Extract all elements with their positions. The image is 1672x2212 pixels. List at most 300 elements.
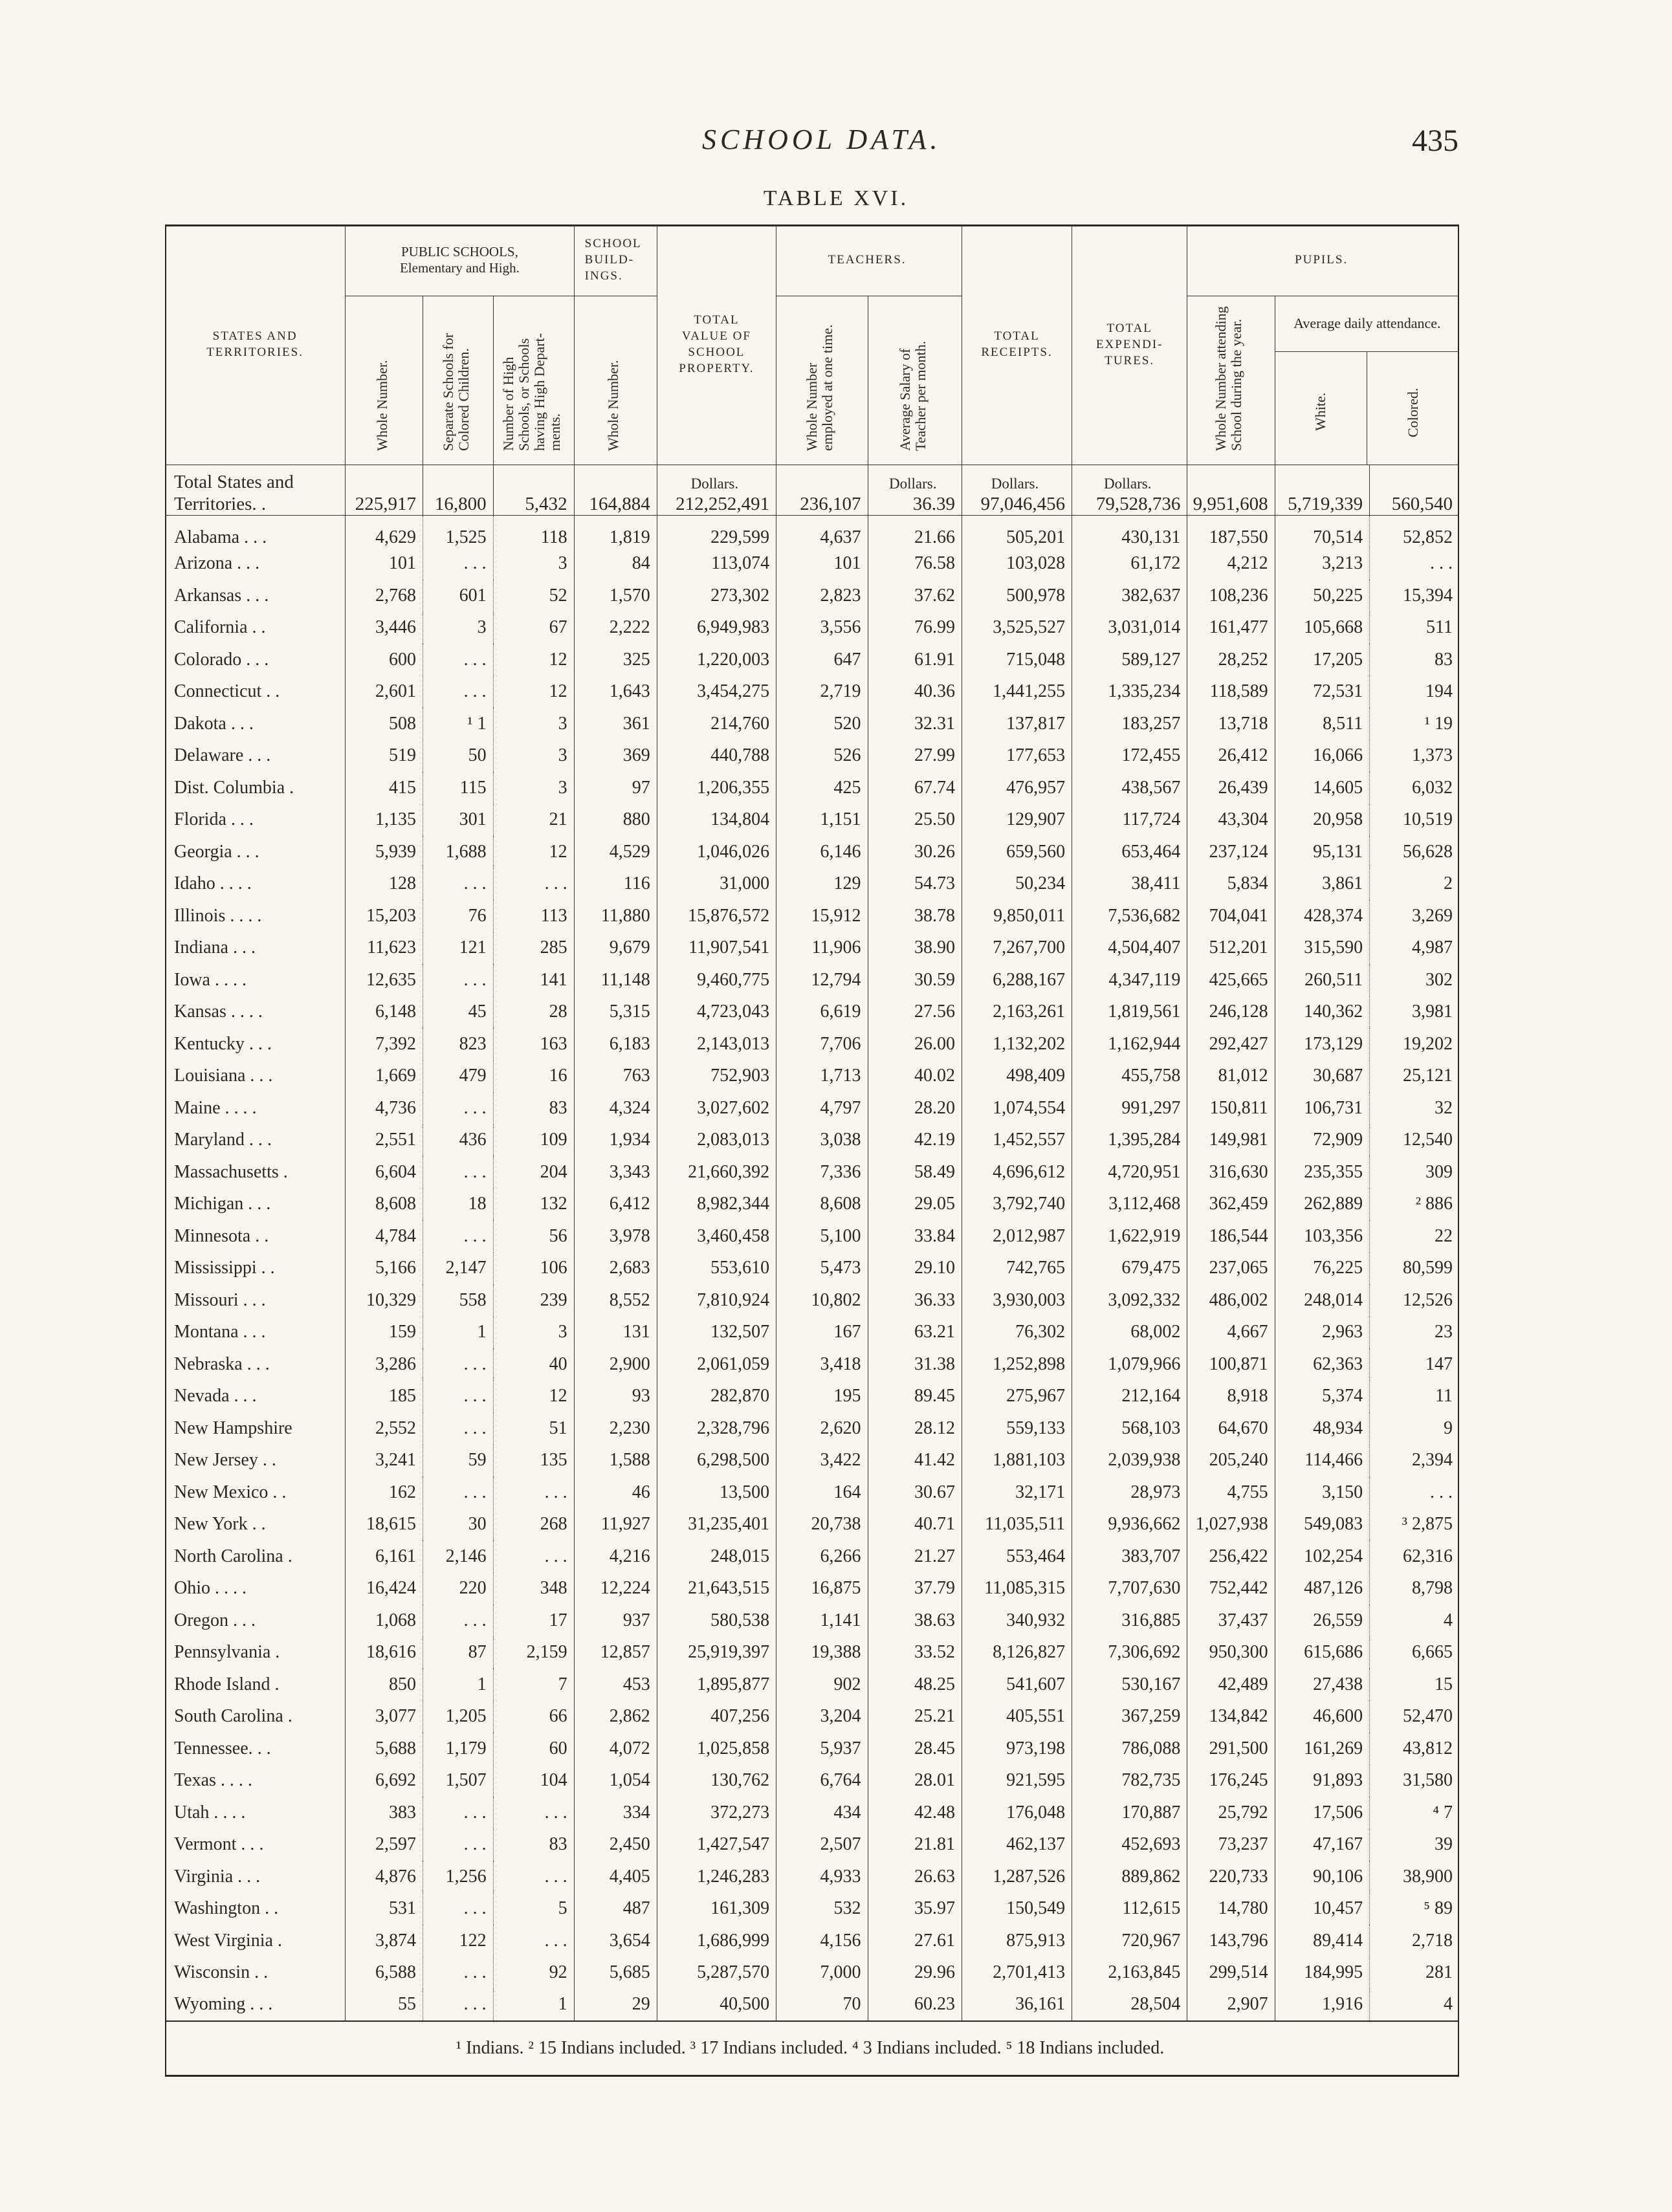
- table-cell: 1,713: [776, 1060, 868, 1093]
- running-head: SCHOOL DATA.: [702, 124, 941, 155]
- table-cell: 12,635: [346, 964, 423, 996]
- table-cell: 453: [574, 1669, 657, 1701]
- table-cell: . . .: [423, 1156, 494, 1188]
- table-row: [165, 1381, 1459, 1413]
- table-cell: 1,686,999: [657, 1925, 776, 1957]
- table-cell: 51: [493, 1412, 574, 1445]
- table-cell: 40,500: [657, 1989, 776, 2021]
- table-cell: 7,336: [776, 1156, 868, 1188]
- table-cell: 229,599: [657, 515, 776, 548]
- totals-cell: 236,107: [776, 465, 868, 515]
- table-cell: 112,615: [1072, 1893, 1187, 1925]
- table-cell: 14,780: [1187, 1893, 1275, 1925]
- table-cell: 2,507: [776, 1829, 868, 1861]
- table-cell: 90,106: [1275, 1861, 1370, 1893]
- table-cell: 679,475: [1072, 1253, 1187, 1285]
- table-row: [165, 580, 1459, 612]
- table-cell: . . .: [423, 1797, 494, 1829]
- table-cell: 1,246,283: [657, 1861, 776, 1893]
- table-cell: 1,643: [574, 676, 657, 708]
- table-row: [165, 1797, 1459, 1829]
- table-cell: 28,252: [1187, 644, 1275, 676]
- table-cell: 40: [493, 1348, 574, 1381]
- state-name: New Mexico . .: [174, 1482, 287, 1502]
- table-cell: 162: [346, 1476, 423, 1509]
- table-cell: 1: [493, 1989, 574, 2021]
- state-name: Missouri . . .: [174, 1289, 266, 1310]
- state-name: Utah . . . .: [174, 1802, 246, 1823]
- table-cell: 54.73: [868, 868, 962, 901]
- table-cell: 558: [423, 1284, 494, 1317]
- table-cell: 763: [574, 1060, 657, 1093]
- table-cell: 25,792: [1187, 1797, 1275, 1829]
- table-cell: 15,876,572: [657, 900, 776, 932]
- table-cell: 28.45: [868, 1733, 962, 1765]
- totals-cell: 16,800: [423, 465, 494, 515]
- table-cell: 6,588: [346, 1957, 423, 1989]
- table-cell: 195: [776, 1381, 868, 1413]
- table-cell: 37.79: [868, 1573, 962, 1605]
- table-cell: 220,733: [1187, 1861, 1275, 1893]
- table-cell: 301: [423, 804, 494, 837]
- table-cell: 476,957: [962, 772, 1072, 804]
- table-cell: 5,685: [574, 1957, 657, 1989]
- table-cell: 292,427: [1187, 1028, 1275, 1060]
- table-cell: 12,540: [1370, 1124, 1459, 1157]
- table-cell: 4,324: [574, 1092, 657, 1124]
- table-cell: 21.66: [868, 515, 962, 548]
- table-cell: 742,765: [962, 1253, 1072, 1285]
- table-cell: 415: [346, 772, 423, 804]
- table-cell: 2,163,845: [1072, 1957, 1187, 1989]
- table-cell: . . .: [423, 1348, 494, 1381]
- table-row: [165, 740, 1459, 772]
- table-cell: 407,256: [657, 1701, 776, 1733]
- table-cell: 309: [1370, 1156, 1459, 1188]
- table-cell: . . .: [493, 868, 574, 901]
- table-cell: 505,201: [962, 515, 1072, 548]
- table-cell: 11: [1370, 1381, 1459, 1413]
- table-cell: 132,507: [657, 1317, 776, 1349]
- table-cell: 29: [574, 1989, 657, 2021]
- table-cell: 12: [493, 836, 574, 868]
- table-cell: 1,669: [346, 1060, 423, 1093]
- table-cell: 40.71: [868, 1509, 962, 1541]
- table-cell: 6,032: [1370, 772, 1459, 804]
- table-cell: 6,692: [346, 1765, 423, 1797]
- table-cell: . . .: [423, 964, 494, 996]
- table-cell: 31,235,401: [657, 1509, 776, 1541]
- table-cell: 20,958: [1275, 804, 1370, 837]
- table-cell: 47,167: [1275, 1829, 1370, 1861]
- table-cell: 37,437: [1187, 1604, 1275, 1637]
- table-cell: 2,159: [493, 1637, 574, 1669]
- state-name: Iowa . . . .: [174, 969, 247, 990]
- table-cell: 4,212: [1187, 548, 1275, 580]
- table-cell: 281: [1370, 1957, 1459, 1989]
- table-cell: 185: [346, 1381, 423, 1413]
- table-cell: 52,852: [1370, 515, 1459, 548]
- totals-cell: 5,719,339: [1275, 465, 1370, 515]
- footnotes: ¹ Indians. ² 15 Indians included. ³ 17 Indians included. ⁴ 3 Indians included. ⁵ 18 Indians included.: [165, 2021, 1459, 2075]
- table-cell: . . .: [423, 868, 494, 901]
- table-cell: 3,150: [1275, 1476, 1370, 1509]
- table-cell: 103,356: [1275, 1220, 1370, 1253]
- table-cell: 167: [776, 1317, 868, 1349]
- table-cell: 3,460,458: [657, 1220, 776, 1253]
- table-cell: 316,630: [1187, 1156, 1275, 1188]
- table-cell: 73,237: [1187, 1829, 1275, 1861]
- table-cell: 204: [493, 1156, 574, 1188]
- table-cell: 6,665: [1370, 1637, 1459, 1669]
- table-cell: 46: [574, 1476, 657, 1509]
- state-name: Vermont . . .: [174, 1834, 264, 1855]
- table-cell: . . .: [423, 1092, 494, 1124]
- table-cell: 27.56: [868, 996, 962, 1029]
- table-cell: 1,054: [574, 1765, 657, 1797]
- table-cell: 194: [1370, 676, 1459, 708]
- table-cell: 140,362: [1275, 996, 1370, 1029]
- table-cell: 84: [574, 548, 657, 580]
- table-cell: 150,549: [962, 1893, 1072, 1925]
- table-cell: ⁵ 89: [1370, 1893, 1459, 1925]
- table-cell: 170,887: [1072, 1797, 1187, 1829]
- table-cell: 43,812: [1370, 1733, 1459, 1765]
- table-cell: 1,135: [346, 804, 423, 837]
- table-cell: 116: [574, 868, 657, 901]
- table-cell: 113,074: [657, 548, 776, 580]
- table-cell: 30,687: [1275, 1060, 1370, 1093]
- table-cell: 6,949,983: [657, 612, 776, 644]
- table-cell: 273,302: [657, 580, 776, 612]
- totals-unit: Dollars.: [889, 475, 937, 492]
- table-cell: 541,607: [962, 1669, 1072, 1701]
- table-cell: 2,450: [574, 1829, 657, 1861]
- table-cell: 9: [1370, 1412, 1459, 1445]
- state-name: Delaware . . .: [174, 745, 271, 766]
- table-cell: . . .: [493, 1476, 574, 1509]
- table-cell: ¹ 19: [1370, 708, 1459, 740]
- state-name: Minnesota . .: [174, 1225, 269, 1246]
- table-cell: 600: [346, 644, 423, 676]
- table-cell: 921,595: [962, 1765, 1072, 1797]
- table-cell: 369: [574, 740, 657, 772]
- table-cell: 715,048: [962, 644, 1072, 676]
- table-cell: 7,536,682: [1072, 900, 1187, 932]
- table-cell: 5,166: [346, 1253, 423, 1285]
- table-cell: 8,552: [574, 1284, 657, 1317]
- table-cell: 76: [423, 900, 494, 932]
- totals-cell: Dollars. 79,528,736: [1072, 465, 1187, 515]
- table-cell: 7,706: [776, 1028, 868, 1060]
- state-name: Dakota . . .: [174, 713, 254, 734]
- table-cell: 2,328,796: [657, 1412, 776, 1445]
- table-cell: 9,679: [574, 932, 657, 965]
- state-name: New Jersey . .: [174, 1450, 276, 1471]
- table-cell: 880: [574, 804, 657, 837]
- table-cell: 2,039,938: [1072, 1445, 1187, 1477]
- table-cell: 92: [493, 1957, 574, 1989]
- table-cell: 752,903: [657, 1060, 776, 1093]
- table-cell: 653,464: [1072, 836, 1187, 868]
- table-row: [165, 996, 1459, 1029]
- table-cell: 1,916: [1275, 1989, 1370, 2021]
- table-cell: 1,141: [776, 1604, 868, 1637]
- state-name: Michigan . . .: [174, 1194, 271, 1214]
- table-cell: 9,936,662: [1072, 1509, 1187, 1541]
- table-cell: 15,203: [346, 900, 423, 932]
- table-cell: 462,137: [962, 1829, 1072, 1861]
- table-cell: 183,257: [1072, 708, 1187, 740]
- table-cell: 2,551: [346, 1124, 423, 1157]
- table-cell: 101: [346, 548, 423, 580]
- table-cell: 205,240: [1187, 1445, 1275, 1477]
- table-cell: 4,755: [1187, 1476, 1275, 1509]
- table-cell: 33.84: [868, 1220, 962, 1253]
- table-row: [165, 1124, 1459, 1157]
- table-cell: 3,792,740: [962, 1188, 1072, 1221]
- table-cell: 25,919,397: [657, 1637, 776, 1669]
- table-cell: 63.21: [868, 1317, 962, 1349]
- table-cell: 589,127: [1072, 644, 1187, 676]
- totals-cell: Dollars. 212,252,491: [657, 465, 776, 515]
- table-cell: 89,414: [1275, 1925, 1370, 1957]
- table-cell: 580,538: [657, 1604, 776, 1637]
- table-cell: 786,088: [1072, 1733, 1187, 1765]
- table-cell: 36,161: [962, 1989, 1072, 2021]
- table-cell: 131: [574, 1317, 657, 1349]
- state-name: Virginia . . .: [174, 1866, 261, 1887]
- table-cell: 25.50: [868, 804, 962, 837]
- table-cell: 425: [776, 772, 868, 804]
- table-cell: 720,967: [1072, 1925, 1187, 1957]
- table-cell: 4,216: [574, 1540, 657, 1573]
- table-cell: 113: [493, 900, 574, 932]
- table-cell: 132: [493, 1188, 574, 1221]
- table-cell: 61.91: [868, 644, 962, 676]
- table-cell: 3,422: [776, 1445, 868, 1477]
- table-cell: 2,394: [1370, 1445, 1459, 1477]
- table-cell: 1,373: [1370, 740, 1459, 772]
- state-name: Tennessee. . .: [174, 1738, 271, 1758]
- table-cell: 22: [1370, 1220, 1459, 1253]
- table-cell: 6,619: [776, 996, 868, 1029]
- table-cell: 67: [493, 612, 574, 644]
- table-cell: 72,531: [1275, 676, 1370, 708]
- table-cell: 12: [493, 676, 574, 708]
- table-cell: 382,637: [1072, 580, 1187, 612]
- table-cell: . . .: [423, 1829, 494, 1861]
- table-cell: . . .: [423, 1476, 494, 1509]
- state-name: Nebraska . . .: [174, 1353, 270, 1374]
- table-cell: 21.27: [868, 1540, 962, 1573]
- table-cell: 30.26: [868, 836, 962, 868]
- state-name: Dist. Columbia .: [174, 777, 294, 798]
- table-cell: 1,881,103: [962, 1445, 1072, 1477]
- table-cell: 28.12: [868, 1412, 962, 1445]
- table-cell: 531: [346, 1893, 423, 1925]
- table-cell: 1,068: [346, 1604, 423, 1637]
- table-cell: 32: [1370, 1092, 1459, 1124]
- table-cell: 19,388: [776, 1637, 868, 1669]
- table-cell: . . .: [423, 1989, 494, 2021]
- table-cell: 568,103: [1072, 1412, 1187, 1445]
- table-cell: 2,701,413: [962, 1957, 1072, 1989]
- table-cell: 19,202: [1370, 1028, 1459, 1060]
- table-row: [165, 1637, 1459, 1669]
- table-cell: 991,297: [1072, 1092, 1187, 1124]
- table-cell: 101: [776, 548, 868, 580]
- table-cell: 487,126: [1275, 1573, 1370, 1605]
- table-cell: 25.21: [868, 1701, 962, 1733]
- table-cell: 291,500: [1187, 1733, 1275, 1765]
- totals-cell: Dollars. 97,046,456: [962, 465, 1072, 515]
- table-cell: . . .: [423, 644, 494, 676]
- table-cell: 28.01: [868, 1765, 962, 1797]
- table-cell: 137,817: [962, 708, 1072, 740]
- table-cell: 601: [423, 580, 494, 612]
- table-cell: 60.23: [868, 1989, 962, 2021]
- table-cell: 5,939: [346, 836, 423, 868]
- table-cell: 1,220,003: [657, 644, 776, 676]
- table-cell: 70: [776, 1989, 868, 2021]
- table-cell: 12,526: [1370, 1284, 1459, 1317]
- table-cell: 118: [493, 515, 574, 548]
- table-cell: 2,083,013: [657, 1124, 776, 1157]
- table-cell: 1,570: [574, 580, 657, 612]
- table-cell: 40.02: [868, 1060, 962, 1093]
- table-cell: 239: [493, 1284, 574, 1317]
- table-cell: 42,489: [1187, 1669, 1275, 1701]
- table-cell: 3: [493, 772, 574, 804]
- state-name: Washington . .: [174, 1898, 279, 1919]
- table-row: [165, 964, 1459, 996]
- table-cell: 4,629: [346, 515, 423, 548]
- table-cell: 511: [1370, 612, 1459, 644]
- table-cell: 15,394: [1370, 580, 1459, 612]
- table-cell: 16: [493, 1060, 574, 1093]
- table-cell: 500,978: [962, 580, 1072, 612]
- table-cell: 26,439: [1187, 772, 1275, 804]
- state-name: West Virginia .: [174, 1930, 282, 1951]
- table-cell: 2,900: [574, 1348, 657, 1381]
- table-cell: 248,014: [1275, 1284, 1370, 1317]
- table-cell: 12: [493, 1381, 574, 1413]
- table-cell: 487: [574, 1893, 657, 1925]
- table-cell: 436: [423, 1124, 494, 1157]
- state-name: Florida . . .: [174, 809, 254, 830]
- table-cell: 248,015: [657, 1540, 776, 1573]
- table-cell: 3,038: [776, 1124, 868, 1157]
- table-cell: 2,597: [346, 1829, 423, 1861]
- school-data-table: [165, 224, 1459, 2075]
- table-row: [165, 1284, 1459, 1317]
- table-cell: 81,012: [1187, 1060, 1275, 1093]
- table-cell: 3,981: [1370, 996, 1459, 1029]
- table-cell: 1: [423, 1669, 494, 1701]
- table-cell: 4,987: [1370, 932, 1459, 965]
- table-cell: 10,329: [346, 1284, 423, 1317]
- table-row: [165, 1509, 1459, 1541]
- table-cell: 67.74: [868, 772, 962, 804]
- table-cell: 1,588: [574, 1445, 657, 1477]
- state-name: Colorado . . .: [174, 649, 269, 670]
- header-total-value: TOTAL VALUE OF SCHOOL PROPERTY.: [657, 224, 776, 465]
- table-cell: 27.99: [868, 740, 962, 772]
- table-cell: 66: [493, 1701, 574, 1733]
- table-cell: 3,861: [1275, 868, 1370, 901]
- table-cell: 64,670: [1187, 1412, 1275, 1445]
- header-ps-whole: Whole Number.: [346, 296, 423, 465]
- table-cell: 4,696,612: [962, 1156, 1072, 1188]
- table-cell: 455,758: [1072, 1060, 1187, 1093]
- table-cell: 30: [423, 1509, 494, 1541]
- table-row: [165, 1156, 1459, 1188]
- table-cell: 3,418: [776, 1348, 868, 1381]
- table-cell: 128: [346, 868, 423, 901]
- table-cell: 40.36: [868, 676, 962, 708]
- table-cell: 38.63: [868, 1604, 962, 1637]
- table-cell: 117,724: [1072, 804, 1187, 837]
- table-row: [165, 772, 1459, 804]
- table-row: [165, 1669, 1459, 1701]
- table-cell: 3: [493, 548, 574, 580]
- table-cell: 553,464: [962, 1540, 1072, 1573]
- table-cell: 50,234: [962, 868, 1072, 901]
- table-cell: 438,567: [1072, 772, 1187, 804]
- table-cell: 452,693: [1072, 1829, 1187, 1861]
- totals-cell: Dollars. 36.39: [868, 465, 962, 515]
- table-cell: 8,982,344: [657, 1188, 776, 1221]
- table-cell: 1,205: [423, 1701, 494, 1733]
- table-cell: 4,637: [776, 515, 868, 548]
- table-cell: . . .: [493, 1797, 574, 1829]
- table-cell: 4,933: [776, 1861, 868, 1893]
- table-cell: 285: [493, 932, 574, 965]
- state-name: Nevada . . .: [174, 1386, 257, 1407]
- header-ps-high: Number of High Schools, or Schools having High Depart- ments.: [493, 296, 574, 465]
- table-cell: 17,506: [1275, 1797, 1370, 1829]
- table-row: [165, 1253, 1459, 1285]
- header-t-salary: Average Salary of Teacher per month.: [868, 296, 962, 465]
- table-cell: 176,245: [1187, 1765, 1275, 1797]
- table-cell: 159: [346, 1317, 423, 1349]
- table-cell: 1,525: [423, 515, 494, 548]
- table-cell: 5,688: [346, 1733, 423, 1765]
- table-cell: 2,620: [776, 1412, 868, 1445]
- table-cell: 10,457: [1275, 1893, 1370, 1925]
- table-cell: 430,131: [1072, 515, 1187, 548]
- table-cell: 60: [493, 1733, 574, 1765]
- table-cell: ³ 2,875: [1370, 1509, 1459, 1541]
- table-cell: 9,850,011: [962, 900, 1072, 932]
- table-cell: 48.25: [868, 1669, 962, 1701]
- table-cell: 83: [1370, 644, 1459, 676]
- table-row: [165, 644, 1459, 676]
- table-cell: 2: [1370, 868, 1459, 901]
- table-cell: 3,077: [346, 1701, 423, 1733]
- table-cell: 26.63: [868, 1861, 962, 1893]
- table-row: [165, 1861, 1459, 1893]
- table-cell: 36.33: [868, 1284, 962, 1317]
- table-cell: 52: [493, 580, 574, 612]
- table-cell: 27.61: [868, 1925, 962, 1957]
- table-cell: 3,092,332: [1072, 1284, 1187, 1317]
- table-cell: 8,126,827: [962, 1637, 1072, 1669]
- table-cell: 11,906: [776, 932, 868, 965]
- table-cell: 147: [1370, 1348, 1459, 1381]
- totals-cell: 9,951,608: [1187, 465, 1275, 515]
